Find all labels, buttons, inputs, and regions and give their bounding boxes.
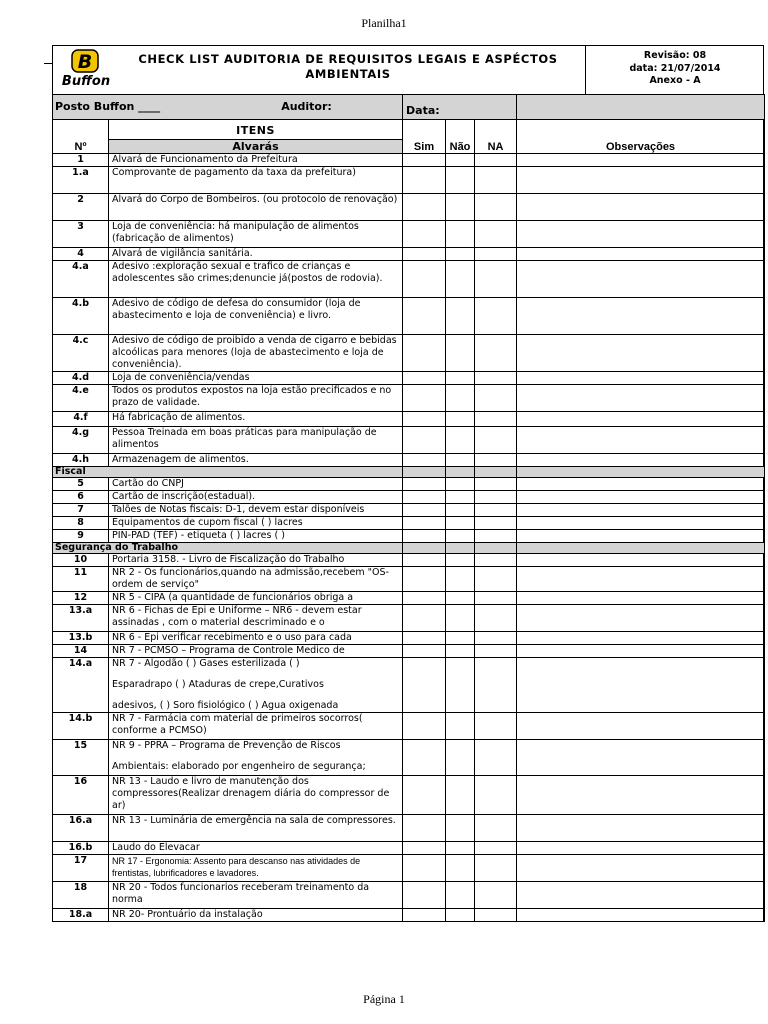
- col-sim-header: Sim: [403, 120, 446, 154]
- item-description: [109, 221, 403, 248]
- checkbox-sim[interactable]: [403, 554, 446, 567]
- checkbox-nao[interactable]: [446, 478, 475, 491]
- section-label: Segurança do Trabalho: [53, 543, 403, 554]
- item-text: Armazenagem de alimentos.: [112, 454, 249, 465]
- observation-field[interactable]: [517, 605, 765, 632]
- item-text: Comprovante de pagamento da taxa da prefeitura): [112, 167, 356, 178]
- checklist-row: [53, 504, 765, 517]
- checkbox-nao[interactable]: [446, 740, 475, 776]
- checkbox-na[interactable]: [475, 855, 517, 882]
- checkbox-sim[interactable]: [403, 740, 446, 776]
- item-description: [109, 385, 403, 412]
- checkbox-na[interactable]: [475, 842, 517, 855]
- item-number: 1: [53, 154, 109, 167]
- observation-field[interactable]: [517, 248, 765, 261]
- checklist-row: [53, 855, 765, 882]
- observation-field[interactable]: [517, 412, 765, 427]
- item-text: Cartão do CNPJ: [112, 478, 184, 489]
- observation-field[interactable]: [517, 221, 765, 248]
- checkbox-nao[interactable]: [446, 221, 475, 248]
- checkbox-nao[interactable]: [446, 554, 475, 567]
- item-number: 4.a: [53, 261, 109, 298]
- checkbox-sim[interactable]: [403, 454, 446, 467]
- checklist-row: [53, 632, 765, 645]
- item-text: Cartão de inscrição(estadual).: [112, 491, 256, 502]
- checkbox-na[interactable]: [475, 592, 517, 605]
- item-description: [109, 504, 403, 517]
- checklist-row: [53, 427, 765, 454]
- checklist-row: [53, 412, 765, 427]
- checkbox-nao[interactable]: [446, 491, 475, 504]
- item-text: Adesivo :exploração sexual e trafico de crianças e adolescentes são crimes;denuncie já(postos de rodovia).: [112, 261, 383, 284]
- annex-label: Anexo - A: [649, 75, 701, 86]
- checklist-row: [53, 554, 765, 567]
- checklist-table: [52, 94, 765, 922]
- checkbox-nao[interactable]: [446, 842, 475, 855]
- checkbox-na[interactable]: [475, 658, 517, 713]
- col-itens-header: ITENS: [109, 120, 402, 140]
- section-row: [53, 543, 765, 554]
- checkbox-sim[interactable]: [403, 776, 446, 815]
- item-text: Loja de conveniência/vendas: [112, 372, 250, 383]
- checkbox-na[interactable]: [475, 530, 517, 543]
- col-nao-header: Não: [446, 120, 475, 154]
- item-text: Pessoa Treinada em boas práticas para manipulação de alimentos: [112, 427, 377, 450]
- item-description: [109, 427, 403, 454]
- item-number: 16: [53, 776, 109, 815]
- col-num-header: Nº: [53, 120, 109, 154]
- item-text: NR 13 - Luminária de emergência na sala de compressores.: [112, 815, 396, 826]
- section-alvaras: Alvarás: [109, 140, 402, 153]
- checkbox-nao[interactable]: [446, 658, 475, 713]
- checkbox-sim[interactable]: [403, 605, 446, 632]
- checklist-row: [53, 194, 765, 221]
- item-number: 11: [53, 567, 109, 592]
- checkbox-na[interactable]: [475, 645, 517, 658]
- item-text-continued: adesivos, ( ) Soro fisiológico ( ) Agua oxigenada: [112, 700, 339, 711]
- item-text: Laudo do Elevacar: [112, 842, 200, 853]
- item-text: Há fabricação de alimentos.: [112, 412, 246, 423]
- item-description: [109, 335, 403, 372]
- observation-field[interactable]: [517, 592, 765, 605]
- item-description: [109, 478, 403, 491]
- checkbox-nao[interactable]: [446, 592, 475, 605]
- observation-field[interactable]: [517, 517, 765, 530]
- checkbox-nao[interactable]: [446, 154, 475, 167]
- checkbox-nao[interactable]: [446, 167, 475, 194]
- checklist-row: [53, 605, 765, 632]
- svg-text:B: B: [77, 51, 93, 73]
- item-text: Adesivo de código de defesa do consumidor (loja de abastecimento e loja de conveniência) e livro.: [112, 298, 361, 321]
- checkbox-nao[interactable]: [446, 855, 475, 882]
- checkbox-na[interactable]: [475, 427, 517, 454]
- checkbox-nao[interactable]: [446, 335, 475, 372]
- item-number: 15: [53, 740, 109, 776]
- item-description: [109, 298, 403, 335]
- item-number: 18: [53, 882, 109, 909]
- checkbox-nao[interactable]: [446, 427, 475, 454]
- item-text: Todos os produtos expostos na loja estão precificados e no prazo de validade.: [112, 385, 392, 408]
- checkbox-sim[interactable]: [403, 632, 446, 645]
- checkbox-sim[interactable]: [403, 713, 446, 740]
- revision-date: data: 21/07/2014: [629, 62, 721, 74]
- observation-field[interactable]: [517, 478, 765, 491]
- checklist-row: [53, 567, 765, 592]
- checkbox-na[interactable]: [475, 815, 517, 842]
- checkbox-na[interactable]: [475, 194, 517, 221]
- item-number: 13.a: [53, 605, 109, 632]
- item-text: NR 2 - Os funcionários,quando na admissão,recebem "OS-ordem de serviço": [112, 567, 389, 590]
- item-number: 8: [53, 517, 109, 530]
- checkbox-na[interactable]: [475, 385, 517, 412]
- item-description: [109, 776, 403, 815]
- checkbox-na[interactable]: [475, 776, 517, 815]
- info-row: [53, 95, 765, 120]
- observation-field[interactable]: [517, 154, 765, 167]
- observation-field[interactable]: [517, 909, 765, 922]
- observation-field[interactable]: [517, 554, 765, 567]
- item-description: [109, 412, 403, 427]
- observation-field[interactable]: [517, 776, 765, 815]
- item-text: NR 20 - Todos funcionarios receberam treinamento da norma: [112, 882, 370, 905]
- checkbox-nao[interactable]: [446, 713, 475, 740]
- item-text: NR 7 - Farmácia com material de primeiros socorros( conforme a PCMSO): [112, 713, 363, 736]
- item-text: NR 17 - Ergonomia: Assento para descanso nas atividades de frentistas, lubrificadores e lavadores.: [112, 856, 361, 878]
- checkbox-sim[interactable]: [403, 261, 446, 298]
- checklist-row: [53, 167, 765, 194]
- checkbox-nao[interactable]: [446, 504, 475, 517]
- observation-field[interactable]: [517, 372, 765, 385]
- item-description: [109, 658, 403, 713]
- checklist-row: [53, 248, 765, 261]
- checklist-row: [53, 713, 765, 740]
- checkbox-sim[interactable]: [403, 194, 446, 221]
- checkbox-nao[interactable]: [446, 645, 475, 658]
- item-number: 5: [53, 478, 109, 491]
- checkbox-nao[interactable]: [446, 909, 475, 922]
- checkbox-sim[interactable]: [403, 412, 446, 427]
- checkbox-na[interactable]: [475, 261, 517, 298]
- checkbox-sim[interactable]: [403, 385, 446, 412]
- posto-label: Posto Buffon ____: [55, 99, 161, 113]
- item-number: 4.f: [53, 412, 109, 427]
- margin-dash: [44, 63, 52, 64]
- checkbox-na[interactable]: [475, 567, 517, 592]
- col-obs-header: Observações: [517, 120, 765, 154]
- observation-field[interactable]: [517, 632, 765, 645]
- checklist-row: [53, 298, 765, 335]
- item-description: [109, 372, 403, 385]
- item-text: PIN-PAD (TEF) - etiqueta ( ) lacres ( ): [112, 530, 285, 541]
- item-number: 17: [53, 855, 109, 882]
- checkbox-na[interactable]: [475, 491, 517, 504]
- item-text: NR 20- Prontuário da instalação: [112, 909, 263, 920]
- item-number: 4.g: [53, 427, 109, 454]
- item-description: [109, 154, 403, 167]
- item-text: Alvará do Corpo de Bombeiros. (ou protocolo de renovação): [112, 194, 398, 205]
- checkbox-sim[interactable]: [403, 815, 446, 842]
- item-description: [109, 740, 403, 776]
- checklist-row: [53, 372, 765, 385]
- item-number: 10: [53, 554, 109, 567]
- checkbox-nao[interactable]: [446, 815, 475, 842]
- checkbox-nao[interactable]: [446, 517, 475, 530]
- item-description: [109, 491, 403, 504]
- observation-field[interactable]: [517, 167, 765, 194]
- item-text: NR 13 - Laudo e livro de manutenção dos compressores(Realizar drenagem diária do compressor de ar): [112, 776, 390, 811]
- observation-field[interactable]: [517, 882, 765, 909]
- item-description: [109, 842, 403, 855]
- checkbox-sim[interactable]: [403, 882, 446, 909]
- checklist-row: [53, 592, 765, 605]
- checkbox-na[interactable]: [475, 154, 517, 167]
- item-text: Talões de Notas fiscais: D-1, devem estar disponíveis: [112, 504, 365, 515]
- checkbox-sim[interactable]: [403, 248, 446, 261]
- item-description: [109, 592, 403, 605]
- checklist-row: [53, 842, 765, 855]
- item-description: [109, 815, 403, 842]
- checkbox-nao[interactable]: [446, 412, 475, 427]
- item-description: [109, 454, 403, 467]
- item-text: NR 5 - CIPA (a quantidade de funcionários obriga a: [112, 592, 354, 603]
- item-number: 14.a: [53, 658, 109, 713]
- checkbox-sim[interactable]: [403, 427, 446, 454]
- checkbox-na[interactable]: [475, 167, 517, 194]
- checkbox-na[interactable]: [475, 298, 517, 335]
- item-number: 13.b: [53, 632, 109, 645]
- checklist-row: [53, 517, 765, 530]
- item-number: 4.b: [53, 298, 109, 335]
- item-number: 16.a: [53, 815, 109, 842]
- checklist-row: [53, 478, 765, 491]
- checkbox-na[interactable]: [475, 248, 517, 261]
- col-na-header: NA: [475, 120, 517, 154]
- item-text: NR 9 - PPRA – Programa de Prevenção de Riscos: [112, 740, 341, 751]
- checkbox-na[interactable]: [475, 554, 517, 567]
- checkbox-sim[interactable]: [403, 517, 446, 530]
- checklist-row: [53, 740, 765, 776]
- checkbox-sim[interactable]: [403, 658, 446, 713]
- checkbox-na[interactable]: [475, 517, 517, 530]
- observation-field[interactable]: [517, 261, 765, 298]
- checkbox-nao[interactable]: [446, 298, 475, 335]
- revision-number: Revisão: 08: [643, 50, 707, 61]
- checklist-row: [53, 645, 765, 658]
- checkbox-nao[interactable]: [446, 567, 475, 592]
- observation-field[interactable]: [517, 855, 765, 882]
- checkbox-na[interactable]: [475, 478, 517, 491]
- item-number: 4.d: [53, 372, 109, 385]
- checkbox-sim[interactable]: [403, 855, 446, 882]
- item-number: 4: [53, 248, 109, 261]
- checkbox-nao[interactable]: [446, 776, 475, 815]
- item-description: [109, 530, 403, 543]
- checklist-row: [53, 491, 765, 504]
- checkbox-sim[interactable]: [403, 478, 446, 491]
- checkbox-nao[interactable]: [446, 372, 475, 385]
- item-text-continued: Esparadrapo ( ) Ataduras de crepe,Curativos: [112, 679, 324, 690]
- auditor-label: Auditor:: [281, 99, 332, 113]
- checklist-row: [53, 261, 765, 298]
- item-description: [109, 167, 403, 194]
- item-number: 18.a: [53, 909, 109, 922]
- observation-field[interactable]: [517, 815, 765, 842]
- checkbox-na[interactable]: [475, 713, 517, 740]
- data-label: Data:: [406, 104, 440, 117]
- checkbox-sim[interactable]: [403, 530, 446, 543]
- item-number: 7: [53, 504, 109, 517]
- checklist-row: [53, 154, 765, 167]
- checkbox-na[interactable]: [475, 882, 517, 909]
- observation-field[interactable]: [517, 454, 765, 467]
- checkbox-sim[interactable]: [403, 842, 446, 855]
- observation-field[interactable]: [517, 530, 765, 543]
- item-text: NR 7 - PCMSO – Programa de Controle Medico de: [112, 645, 345, 656]
- item-description: [109, 632, 403, 645]
- checkbox-nao[interactable]: [446, 248, 475, 261]
- checkbox-na[interactable]: [475, 909, 517, 922]
- checkbox-sim[interactable]: [403, 154, 446, 167]
- item-text: NR 6 - Epi verificar recebimento e o uso para cada: [112, 632, 352, 643]
- header-divider: [585, 45, 586, 94]
- item-description: [109, 645, 403, 658]
- checkbox-na[interactable]: [475, 504, 517, 517]
- item-description: [109, 261, 403, 298]
- document-title: CHECK LIST AUDITORIA DE REQUISITOS LEGAIS E ASPÉCTOS AMBIENTAIS: [138, 52, 558, 81]
- observation-field[interactable]: [517, 645, 765, 658]
- checkbox-sim[interactable]: [403, 491, 446, 504]
- buffon-logo: [56, 48, 116, 88]
- checkbox-sim[interactable]: [403, 592, 446, 605]
- brand-name: Buffon: [61, 74, 111, 88]
- checkbox-sim[interactable]: [403, 909, 446, 922]
- sheet-title: Planilha1: [361, 16, 407, 30]
- checkbox-nao[interactable]: [446, 385, 475, 412]
- section-row: [53, 467, 765, 478]
- checklist-row: [53, 335, 765, 372]
- checkbox-sim[interactable]: [403, 372, 446, 385]
- column-header-row: [53, 120, 765, 154]
- checklist-row: [53, 658, 765, 713]
- checkbox-nao[interactable]: [446, 882, 475, 909]
- checklist-row: [53, 815, 765, 842]
- checkbox-sim[interactable]: [403, 504, 446, 517]
- item-number: 6: [53, 491, 109, 504]
- checkbox-na[interactable]: [475, 454, 517, 467]
- checkbox-nao[interactable]: [446, 454, 475, 467]
- observation-field[interactable]: [517, 504, 765, 517]
- item-number: 3: [53, 221, 109, 248]
- checklist-row: [53, 909, 765, 922]
- checklist-row: [53, 776, 765, 815]
- item-text: Adesivo de código de proibido a venda de cigarro e bebidas alcoólicas para menores (loja de abastecimento e loja de conveniência).: [112, 335, 397, 370]
- item-description: [109, 194, 403, 221]
- checklist-row: [53, 882, 765, 909]
- checkbox-nao[interactable]: [446, 530, 475, 543]
- item-description: [109, 855, 403, 882]
- item-description: [109, 248, 403, 261]
- checkbox-nao[interactable]: [446, 605, 475, 632]
- item-text-continued: Ambientais: elaborado por engenheiro de segurança;: [112, 761, 366, 772]
- checkbox-sim[interactable]: [403, 567, 446, 592]
- item-number: 1.a: [53, 167, 109, 194]
- checklist-row: [53, 454, 765, 467]
- item-text: Alvará de vigilância sanitária.: [112, 248, 253, 259]
- checkbox-na[interactable]: [475, 221, 517, 248]
- observation-field[interactable]: [517, 713, 765, 740]
- item-number: 4.c: [53, 335, 109, 372]
- item-number: 4.e: [53, 385, 109, 412]
- item-description: [109, 713, 403, 740]
- observation-field[interactable]: [517, 194, 765, 221]
- item-text: NR 7 - Algodão ( ) Gases esterilizada ( ): [112, 658, 300, 669]
- checkbox-sim[interactable]: [403, 167, 446, 194]
- section-label: Fiscal: [53, 467, 403, 478]
- item-description: [109, 909, 403, 922]
- item-number: 9: [53, 530, 109, 543]
- item-number: 12: [53, 592, 109, 605]
- checklist-row: [53, 530, 765, 543]
- item-description: [109, 517, 403, 530]
- checkbox-nao[interactable]: [446, 261, 475, 298]
- item-number: 4.h: [53, 454, 109, 467]
- item-number: 14.b: [53, 713, 109, 740]
- item-number: 2: [53, 194, 109, 221]
- checklist-row: [53, 221, 765, 248]
- checkbox-na[interactable]: [475, 412, 517, 427]
- page-footer: Página 1: [363, 992, 405, 1006]
- checkbox-sim[interactable]: [403, 335, 446, 372]
- item-number: 16.b: [53, 842, 109, 855]
- item-text: Loja de conveniência: há manipulação de alimentos (fabricação de alimentos): [112, 221, 359, 244]
- item-number: 14: [53, 645, 109, 658]
- checkbox-sim[interactable]: [403, 645, 446, 658]
- checkbox-sim[interactable]: [403, 298, 446, 335]
- observation-field[interactable]: [517, 385, 765, 412]
- observation-field[interactable]: [517, 567, 765, 592]
- item-description: [109, 882, 403, 909]
- checkbox-na[interactable]: [475, 740, 517, 776]
- revision-box: [587, 50, 763, 88]
- checkbox-na[interactable]: [475, 372, 517, 385]
- checkbox-na[interactable]: [475, 605, 517, 632]
- item-text: NR 6 - Fichas de Epi e Uniforme – NR6 - devem estar assinadas , com o material descriminado e o: [112, 605, 362, 628]
- checklist-row: [53, 385, 765, 412]
- item-description: [109, 554, 403, 567]
- checkbox-nao[interactable]: [446, 194, 475, 221]
- observation-field[interactable]: [517, 842, 765, 855]
- item-description: [109, 567, 403, 592]
- observation-field[interactable]: [517, 298, 765, 335]
- observation-field[interactable]: [517, 427, 765, 454]
- observation-field[interactable]: [517, 740, 765, 776]
- checkbox-na[interactable]: [475, 335, 517, 372]
- checkbox-sim[interactable]: [403, 221, 446, 248]
- observation-field[interactable]: [517, 658, 765, 713]
- item-text: Equipamentos de cupom fiscal ( ) lacres: [112, 517, 303, 528]
- checkbox-nao[interactable]: [446, 632, 475, 645]
- checkbox-na[interactable]: [475, 632, 517, 645]
- observation-field[interactable]: [517, 491, 765, 504]
- item-text: Alvará de Funcionamento da Prefeitura: [112, 154, 298, 165]
- item-description: [109, 605, 403, 632]
- observation-field[interactable]: [517, 335, 765, 372]
- item-text: Portaria 3158. - Livro de Fiscalização do Trabalho: [112, 554, 345, 565]
